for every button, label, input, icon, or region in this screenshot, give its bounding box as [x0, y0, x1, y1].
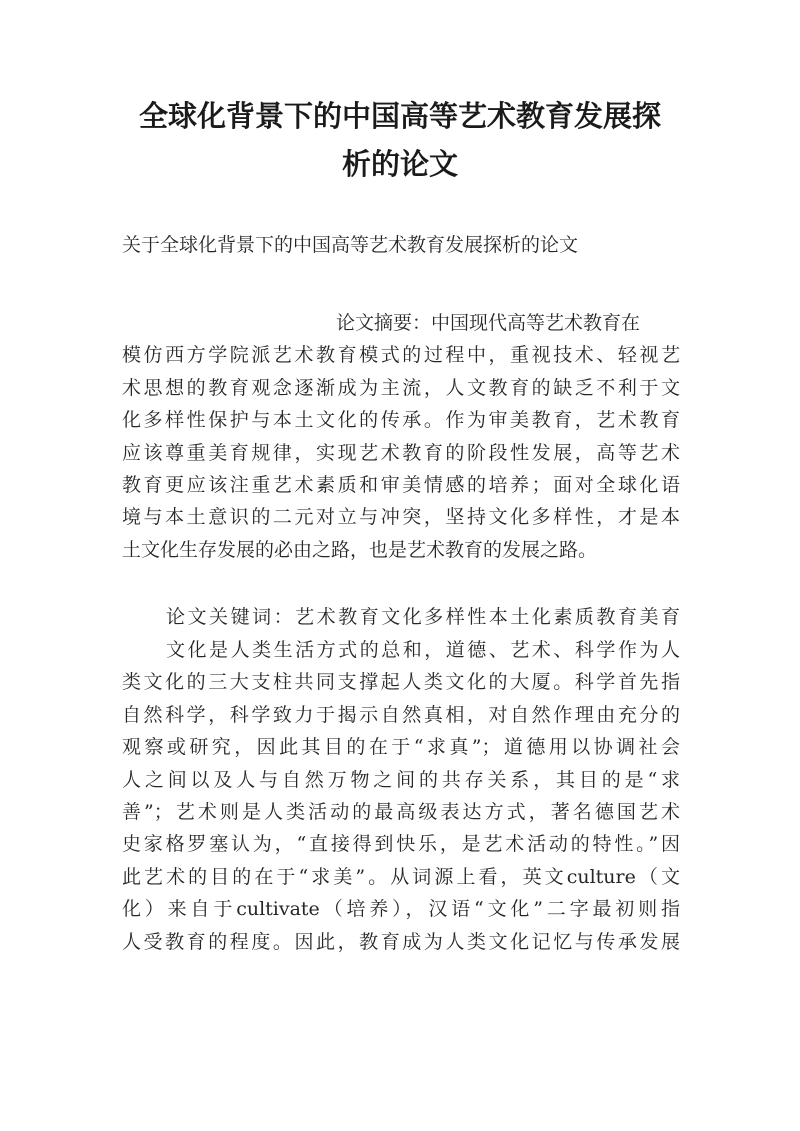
keywords-line: 论文关键词：艺术教育文化多样性本土化素质教育美育	[166, 606, 680, 628]
abstract-line: 化多样性保护与本土文化的传承。作为审美教育，艺术教育	[122, 409, 680, 432]
title-line-1: 全球化背景下的中国高等艺术教育发展探	[138, 99, 661, 133]
abstract-line: 土文化生存发展的必由之路，也是艺术教育的发展之路。	[122, 538, 598, 561]
abstract-line: 教育更应该注重艺术素质和审美情感的培养；面对全球化语	[122, 474, 680, 497]
body-line: 观察或研究，因此其目的在于“求真”；道德用以协调社会	[122, 736, 680, 759]
abstract-line: 应该尊重美育规律，实现艺术教育的阶段性发展，高等艺术	[122, 441, 680, 464]
body-line: 史家格罗塞认为，“直接得到快乐，是艺术活动的特性。”因	[122, 833, 680, 856]
document-title	[110, 92, 690, 188]
body-line: 自然科学，科学致力于揭示自然真相，对自然作理由充分的	[122, 703, 680, 726]
keywords-paragraph	[122, 601, 680, 633]
body-line: 文化是人类生活方式的总和，道德、艺术、科学作为人	[166, 639, 680, 661]
title-line-2: 析的论文	[341, 147, 458, 181]
abstract-line: 术思想的教育观念逐渐成为主流，人文教育的缺乏不利于文	[122, 376, 680, 399]
body-line: 化）来自于cultivate（培养），汉语“文化”二字最初则指	[122, 898, 680, 921]
abstract-paragraph	[122, 307, 680, 566]
document-subtitle: 关于全球化背景下的中国高等艺术教育发展探析的论文	[122, 234, 579, 256]
body-line: 类文化的三大支柱共同支撑起人类文化的大厦。科学首先指	[122, 671, 680, 694]
body-line: 人之间以及人与自然万物之间的共存关系，其目的是“求	[122, 768, 680, 791]
abstract-line: 境与本土意识的二元对立与冲突，坚持文化多样性，才是本	[122, 506, 680, 529]
body-line: 此艺术的目的在于“求美”。从词源上看，英文culture（文	[122, 865, 680, 888]
body-line: 善”；艺术则是人类活动的最高级表达方式，著名德国艺术	[122, 801, 680, 824]
body-paragraph	[122, 634, 680, 958]
body-line: 人受教育的程度。因此，教育成为人类文化记忆与传承发展	[122, 930, 680, 953]
abstract-line: 论文摘要：中国现代高等艺术教育在	[336, 312, 641, 334]
abstract-line: 模仿西方学院派艺术教育模式的过程中，重视技术、轻视艺	[122, 344, 680, 367]
